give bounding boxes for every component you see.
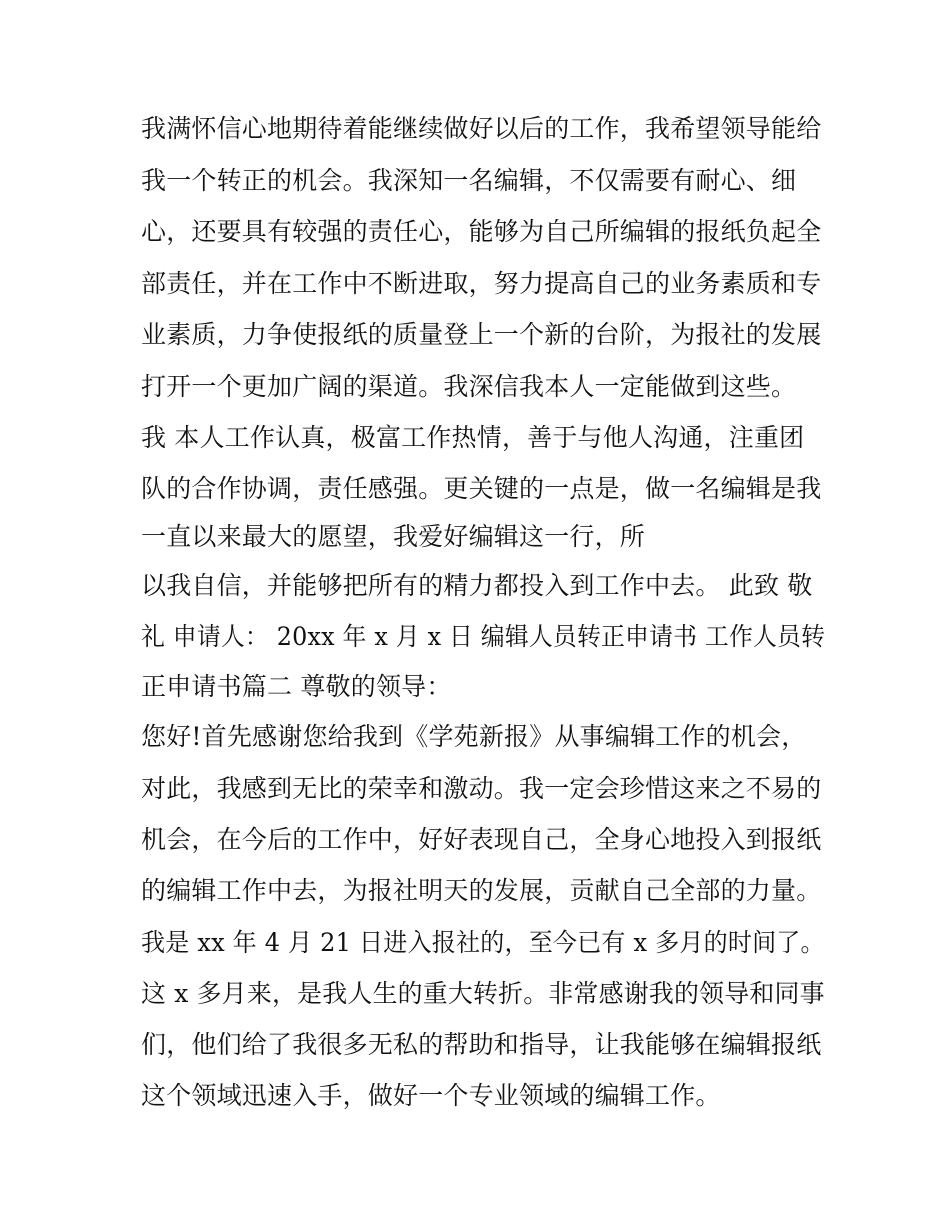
text-line: 部责任，并在工作中不断进取，努力提高自己的业务素质和专	[141, 269, 822, 298]
text-line: 们，他们给了我很多无私的帮助和指导，让我能够在编辑报纸	[141, 1030, 822, 1059]
text-line: 以我自信，并能够把所有的精力都投入到工作中去。 此致 敬	[141, 571, 813, 600]
text-line: 这 x 多月来，是我人生的重大转折。非常感谢我的领导和同事	[141, 979, 825, 1008]
text-line: 礼 申请人： 20xx 年 x 月 x 日 编辑人员转正申请书 工作人员转	[141, 622, 826, 651]
text-line: 我一个转正的机会。我深知一名编辑，不仅需要有耐心、细	[141, 166, 797, 195]
text-line: 这个领域迅速入手，做好一个专业领域的编辑工作。	[141, 1081, 721, 1110]
text-line: 的编辑工作中去，为报社明天的发展，贡献自己全部的力量。	[141, 876, 822, 905]
text-line: 您好!首先感谢您给我到《学苑新报》从事编辑工作的机会，	[141, 722, 807, 751]
text-line: 正申请书篇二 尊敬的领导：	[141, 672, 452, 701]
text-line: 业素质，力争使报纸的质量登上一个新的台阶，为报社的发展	[141, 320, 822, 349]
text-line: 我满怀信心地期待着能继续做好以后的工作，我希望领导能给	[141, 114, 822, 143]
text-line: 打开一个更加广阔的渠道。我深信我本人一定能做到这些。	[141, 372, 797, 401]
text-line: 机会，在今后的工作中，好好表现自己，全身心地投入到报纸	[141, 825, 822, 854]
text-line: 对此，我感到无比的荣幸和激动。我一定会珍惜这来之不易的	[141, 774, 822, 803]
text-line: 心，还要具有较强的责任心，能够为自己所编辑的报纸负起全	[141, 217, 822, 246]
text-line: 队的合作协调，责任感强。更关键的一点是，做一名编辑是我	[141, 474, 822, 503]
text-line: 一直以来最大的愿望，我爱好编辑这一行，所	[141, 522, 646, 551]
text-line: 我是 xx 年 4 月 21 日进入报社的，至今已有 x 多月的时间了。	[141, 928, 825, 957]
text-line: 我 本人工作认真，极富工作热情，善于与他人沟通，注重团	[141, 423, 805, 452]
